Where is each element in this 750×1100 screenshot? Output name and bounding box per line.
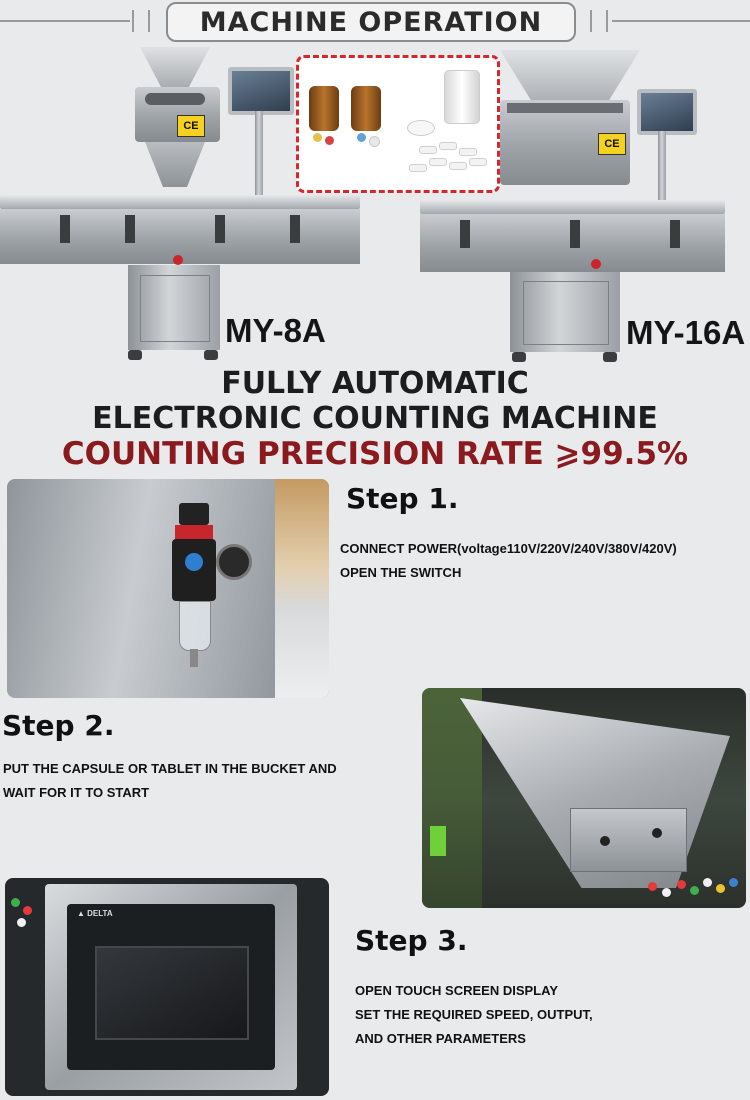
header-tick: [590, 10, 592, 32]
model-label-my-16a: MY-16A: [626, 314, 746, 351]
ce-badge: CE: [598, 133, 626, 155]
ce-badge: CE: [177, 115, 205, 137]
step-1-title: Step 1.: [346, 482, 459, 515]
step-2-line-1: PUT THE CAPSULE OR TABLET IN THE BUCKET AND: [3, 761, 337, 776]
header-tick: [132, 10, 134, 32]
step-3-title: Step 3.: [355, 924, 468, 957]
step-1-line-1: CONNECT POWER(voltage110V/220V/240V/380V/420V): [340, 541, 677, 556]
step-3-photo-touch-panel: [5, 878, 329, 1096]
model-label-my-8a: MY-8A: [225, 312, 326, 349]
step-3-line-3: AND OTHER PARAMETERS: [355, 1031, 526, 1046]
header-tick: [606, 10, 608, 32]
headline-precision: COUNTING PRECISION RATE ⩾99.5%: [61, 436, 689, 472]
touch-screen-icon: [637, 89, 697, 135]
header-tick: [148, 10, 150, 32]
headline-line-1: FULLY AUTOMATIC: [221, 366, 529, 401]
section-title: MACHINE OPERATION: [199, 6, 543, 38]
step-2-line-2: WAIT FOR IT TO START: [3, 785, 150, 800]
step-1-photo-air-regulator: [7, 479, 329, 698]
step-2-title: Step 2.: [2, 709, 115, 742]
delta-logo: ▲ DELTA: [77, 909, 113, 918]
header-rule-right: [612, 20, 750, 22]
step-3-line-1: OPEN TOUCH SCREEN DISPLAY: [355, 983, 558, 998]
section-header: [166, 2, 576, 42]
step-2-photo-hopper: [422, 688, 746, 908]
step-1-line-2: OPEN THE SWITCH: [340, 565, 462, 580]
headline-line-2: ELECTRONIC COUNTING MACHINE: [92, 401, 658, 436]
header-rule-left: [0, 20, 130, 22]
step-3-line-2: SET THE REQUIRED SPEED, OUTPUT,: [355, 1007, 593, 1022]
touch-screen-icon: [228, 67, 294, 115]
